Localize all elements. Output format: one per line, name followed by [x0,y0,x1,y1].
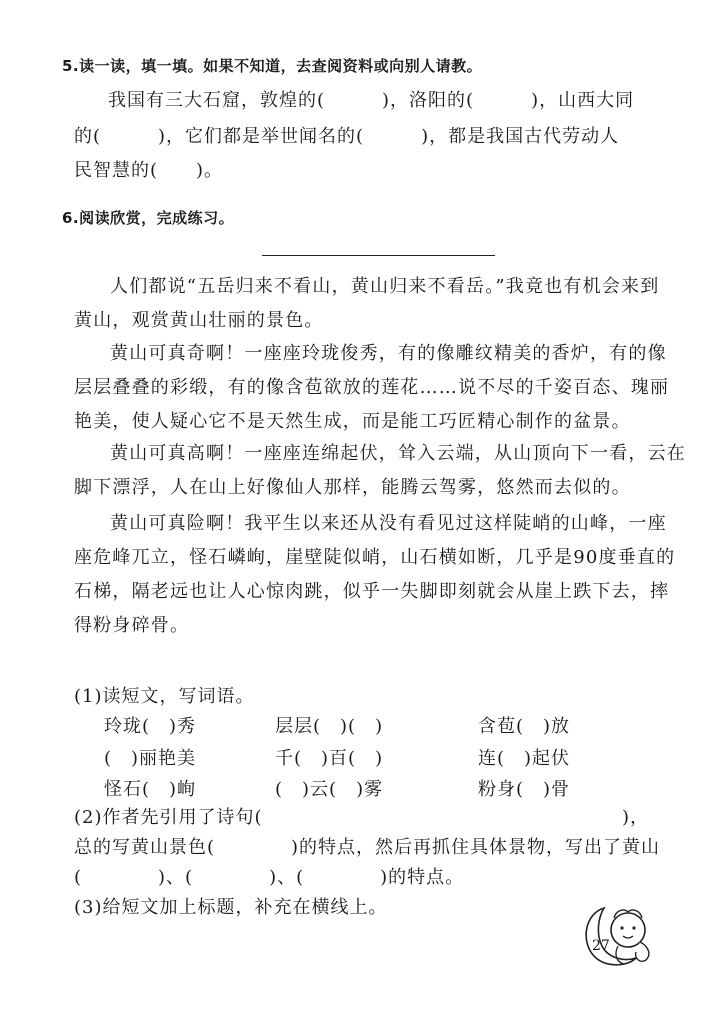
subquestion-2-line-3: ( )、( )、( )的特点。 [74,867,465,888]
passage-line: 脚下漂浮，人在山上好像仙人那样，能腾云驾雾，悠然而去似的。 [74,477,631,498]
passage-line: 得粉身碎骨。 [74,615,190,636]
word-fill-item[interactable]: 玲珑( )秀 [104,716,197,737]
passage-line: 黄山可真险啊！我平生以来还从没有看见过这样陡峭的山峰，一座 [110,513,667,534]
subquestion-2-line-1: (2)作者先引用了诗句( [74,807,263,828]
word-fill-item[interactable]: 连( )起伏 [478,748,571,769]
question-6-heading: 6.阅读欣赏，完成练习。 [62,209,235,227]
subquestion-2-line-1-end: )， [622,807,650,828]
passage-line: 石梯，隔老远也让人心惊肉跳，似乎一失脚即刻就会从崖上跌下去，摔 [74,581,670,602]
subquestion-1-label: (1)读短文，写词语。 [74,686,255,707]
passage-paragraph-2 [74,337,670,439]
passage-line: 艳美，使人疑心它不是天然生成，而是能工巧匠精心制作的盆景。 [74,411,631,432]
passage-line: 黄山可真高啊！一座座连绵起伏，耸入云端，从山顶向下一看，云在 [110,443,686,464]
passage-line: 黄山可真奇啊！一座座玲珑俊秀，有的像雕纹精美的香炉，有的像 [110,343,667,364]
question-5-line-3: 民智慧的( )。 [74,160,224,181]
word-fill-item[interactable]: 层层( )( ) [275,716,384,737]
word-fill-item[interactable]: 怪石( )峋 [104,779,197,800]
word-fill-item[interactable]: 粉身( )骨 [478,779,571,800]
passage-paragraph-3 [74,437,686,505]
passage-line: 人们都说“五岳归来不看山，黄山归来不看岳。”我竟也有机会来到 [110,276,660,297]
question-5-heading: 5.读一读，填一填。如果不知道，去查阅资料或向别人请教。 [62,57,483,75]
question-5-line-2: 的( )，它们都是举世闻名的( )，都是我国古代劳动人 [74,126,620,147]
passage-line: 黄山，观赏黄山壮丽的景色。 [74,310,324,331]
page-number: 27 [592,938,610,954]
title-blank-line[interactable] [262,255,495,256]
subquestion-2-line-2: 总的写黄山景色( )的特点，然后再抓住具体景物，写出了黄山 [74,837,661,858]
question-5-line-1: 我国有三大石窟，敦煌的( )，洛阳的( )，山西大同 [108,90,635,111]
cartoon-moon-icon [578,900,660,970]
passage-line: 座危峰兀立，怪石嶙峋，崖壁陡似峭，山石横如断，几乎是90度垂直的 [74,547,676,568]
page-number-badge [578,900,660,970]
passage-paragraph-1 [74,270,660,338]
subquestion-3-label: (3)给短文加上标题，补充在横线上。 [74,897,388,918]
word-fill-item[interactable]: ( )丽艳美 [104,748,197,769]
word-fill-item[interactable]: 含苞( )放 [478,716,571,737]
passage-paragraph-4 [74,507,676,643]
word-fill-item[interactable]: ( )云( )雾 [275,779,384,800]
passage-line: 层层叠叠的彩缎，有的像含苞欲放的莲花……说不尽的千姿百态、瑰丽 [74,377,670,398]
word-fill-item[interactable]: 千( )百( ) [275,748,384,769]
